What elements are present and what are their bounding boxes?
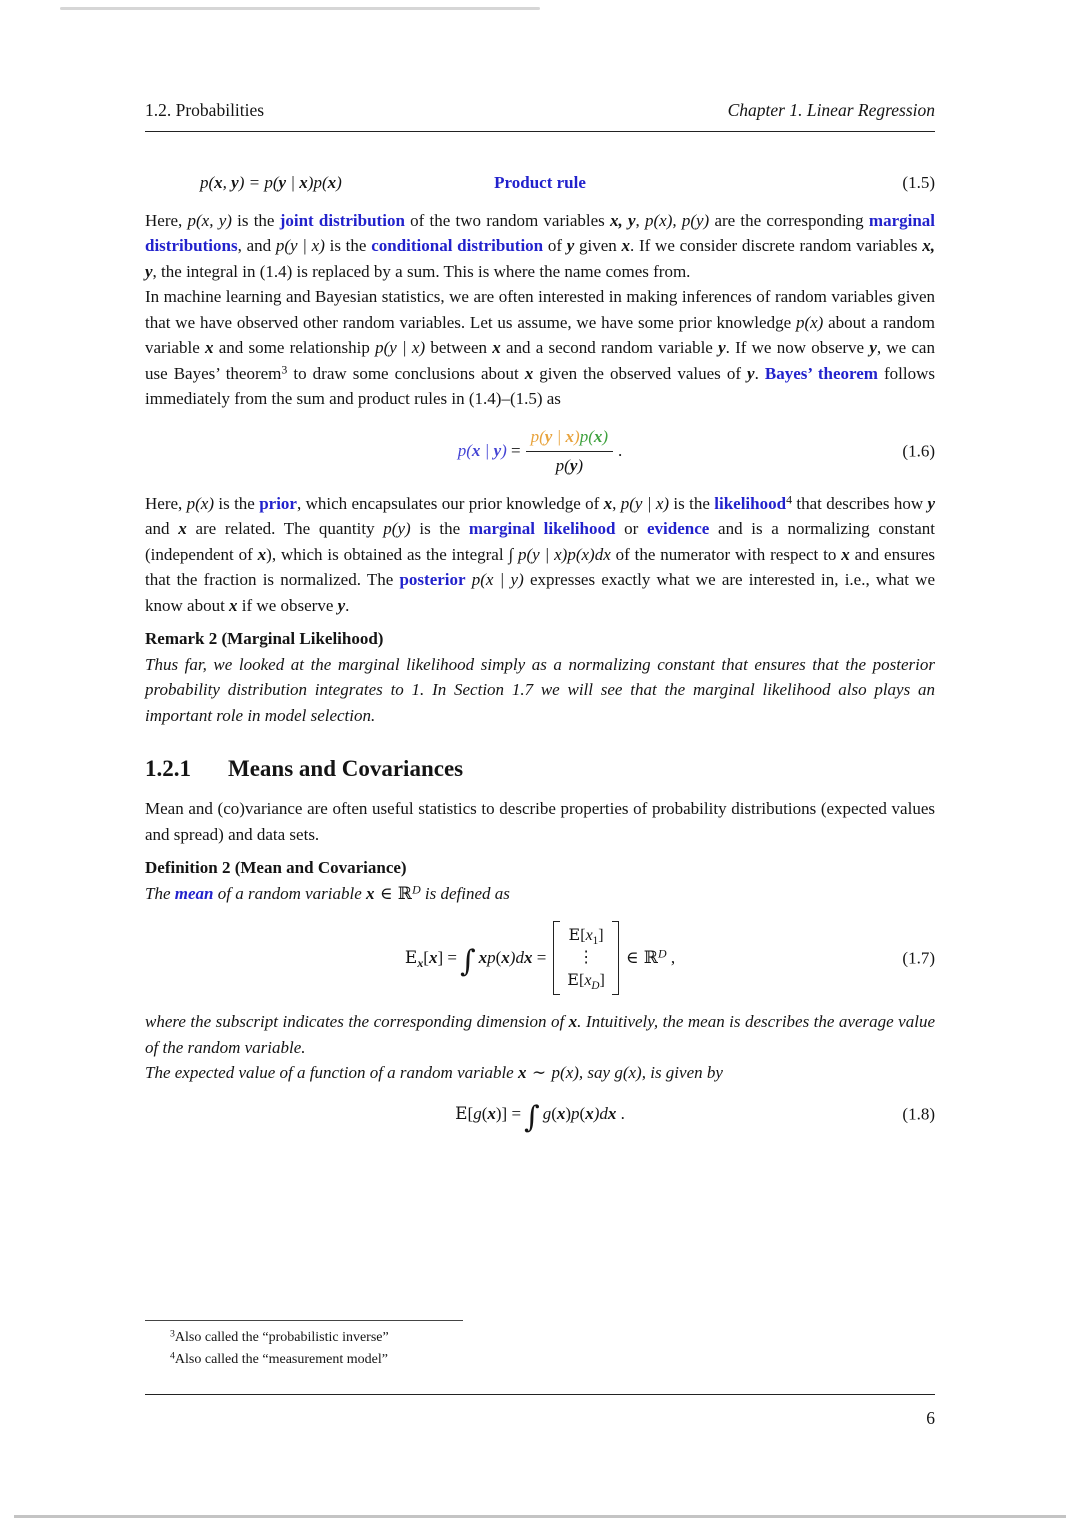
page-footer (145, 1394, 935, 1432)
equation-1-8-lhs: E[g(x)] = (455, 1103, 522, 1124)
equation-1-7-rhs: ∈ ℝ$^D$ , (625, 946, 676, 968)
equation-1-8-rhs: g(x)p(x)dx . (542, 1104, 625, 1124)
section-title: Means and Covariances (228, 756, 464, 782)
page-header (145, 98, 935, 132)
equation-1-5-formula: p(x, y) = p(y | x)p(x) (200, 172, 342, 192)
equation-1-5-number: (1.5) (902, 172, 935, 192)
paragraph-prior-likelihood-posterior: Here, p(x) is the prior, which encapsulates our prior knowledge of x, p(y | x) is the likelihood$^4$ that describes how y and x are related. The quantity p(y) is the marginal likelihood or evidence and is a normalizing constant (independent of x), which is obtained as the integral ∫ p(y | x)p(x)dx of the numerator with respect to x and ensures that the fraction is normalized. The posterior p(x | y) expresses exactly what we are interested in, i.e., what we know about x if we observe y. (145, 492, 936, 615)
paragraph-expected-value-function: The expected value of a function of a random variable x ∼ p(x), say g(x), is given by (145, 1063, 723, 1084)
bayes-numerator: p(y | x)p(x) (526, 426, 613, 452)
vector-rows (560, 921, 612, 995)
page-number: 6 (926, 1408, 935, 1428)
equation-1-6-period: . (618, 441, 623, 461)
remark-2-heading: Remark 2 (Marginal Likelihood) (145, 629, 384, 649)
equation-1-6 (145, 426, 935, 477)
equation-1-6-body (145, 426, 935, 477)
paragraph-mean-covariance-intro: Mean and (co)variance are often useful statistics to describe properties of probability distributions (expected values and spread) and data sets. (145, 799, 935, 844)
footnote-4: $^4$Also called the “measurement model” (170, 1350, 388, 1367)
scan-artifact-bottom (14, 1515, 1066, 1518)
equation-1-5 (145, 170, 935, 198)
section-number: 1.2.1 (145, 756, 191, 782)
equation-1-8 (145, 1099, 935, 1135)
section-heading-1-2-1 (145, 755, 935, 783)
paragraph-joint-distribution: Here, p(x, y) is the joint distribution of the two random variables x, y, p(x), p(y) are the corresponding marginal distributions, and p(y | x) is the conditional distribution of y given x. If we consider discrete random variables x, y, the integral in (1.4) is replaced by a sum. This is where the name comes from. (145, 210, 936, 281)
equation-1-7-mid: xp(x)dx = (478, 948, 547, 968)
remark-2-body: Thus far, we looked at the marginal likelihood simply as a normalizing constant that ensures that the posterior probability distribution integrates to 1. In Section 1.7 we will see that the marginal likelihood also plays an important role in model selection. (145, 654, 935, 725)
header-section-title: 1.2. Probabilities (145, 100, 265, 120)
equation-1-5-label-product-rule: Product rule (494, 172, 586, 192)
paragraph-bayes-intro: In machine learning and Bayesian statistics, we are often interested in making inferences of random variables given that we have observed other random variables. Let us assume, we have some prior knowledge p(x) about a random variable x and some relationship p(y | x) between x and a second random variable y. If we now observe y, we can use Bayes’ theorem$^3$ to draw some conclusions about x given the observed values of y. Bayes’ theorem follows immediately from the sum and product rules in (1.4)–(1.5) as (145, 287, 935, 408)
vector-row-dots: ⋮ (578, 947, 595, 967)
footnote-rule (145, 1320, 463, 1321)
definition-2-intro: The mean of a random variable x ∈ ℝ$^D$ is defined as (145, 882, 510, 904)
vector-row-1: $E[x_1]$ (568, 925, 604, 948)
header-chapter-title: Chapter 1. Linear Regression (727, 100, 935, 120)
paragraph-subscript-dimension: where the subscript indicates the corresponding dimension of x. Intuitively, the mean is describes the average value of the random variable. (145, 1012, 935, 1057)
bayes-denominator: p(y) (555, 455, 584, 475)
vector-bracket-left (553, 921, 560, 995)
integral-sign: ∫ (459, 943, 476, 979)
integral-sign: ∫ (524, 1099, 540, 1135)
equation-1-7 (145, 921, 935, 995)
vector-bracket-right (612, 921, 619, 995)
equation-1-7-number: (1.7) (902, 948, 935, 968)
vector-row-d: $E[x_D]$ (567, 970, 605, 993)
equation-1-7-lhs: $E_x[x]$ = (404, 947, 457, 971)
equation-1-8-body (145, 1099, 935, 1135)
footnote-3: $^3$Also called the “probabilistic inverse” (170, 1328, 389, 1345)
mean-vector (553, 921, 619, 995)
equation-1-8-number: (1.8) (902, 1104, 935, 1124)
footnotes-block (145, 1320, 935, 1370)
equation-1-6-number: (1.6) (902, 441, 935, 461)
bayes-fraction (526, 426, 613, 477)
equation-1-6-lhs: p(x | y) = (457, 441, 521, 461)
definition-2-heading: Definition 2 (Mean and Covariance) (145, 858, 407, 878)
equation-1-7-body (145, 921, 935, 995)
scan-artifact-top (60, 7, 540, 10)
